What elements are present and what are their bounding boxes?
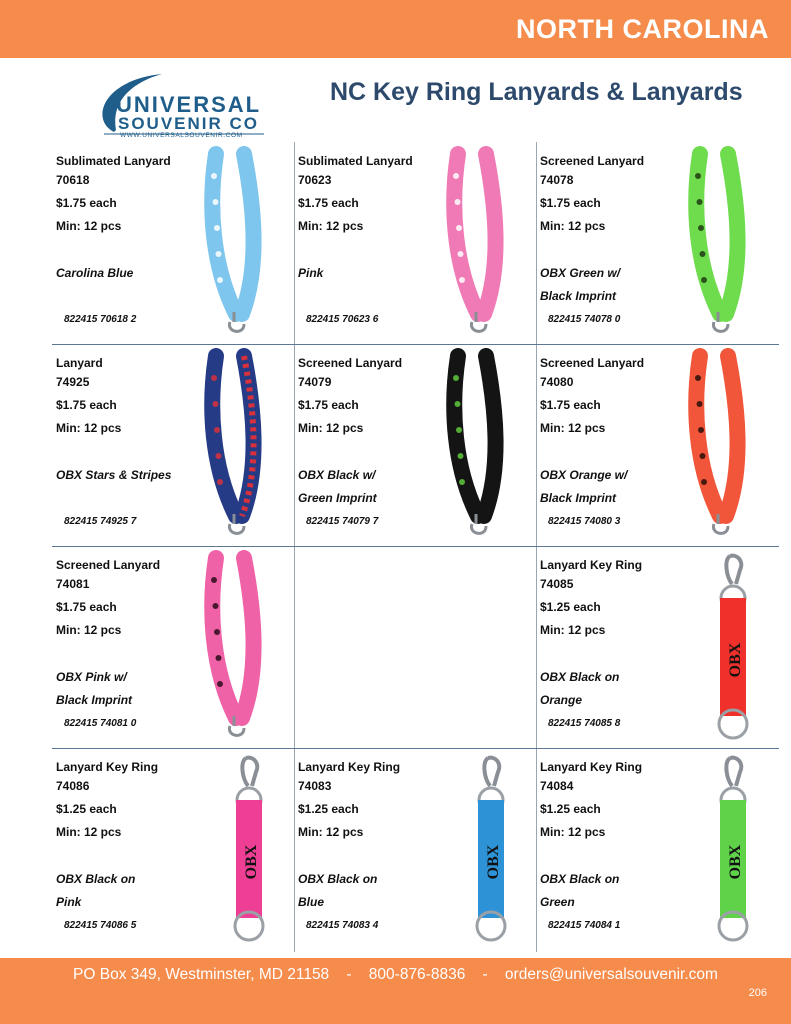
product-minimum: Min: 12 pcs <box>540 219 606 233</box>
product-minimum: Min: 12 pcs <box>56 623 122 637</box>
product-description: Green <box>540 895 575 909</box>
lanyard-print-mark <box>455 401 461 407</box>
clip-hook-icon <box>726 556 741 584</box>
lanyard-strap <box>726 154 738 314</box>
logo-line-2: SOUVENIR CO <box>118 114 260 133</box>
product-price: $1.75 each <box>298 398 359 412</box>
product-price: $1.75 each <box>540 398 601 412</box>
product-description: Blue <box>298 895 325 909</box>
product-description: Black Imprint <box>56 693 133 707</box>
lanyard-print-mark <box>213 199 219 205</box>
product-sku: 74925 <box>56 375 90 389</box>
product-photo <box>440 146 530 341</box>
lanyard-print-mark <box>214 225 220 231</box>
product-description: Black Imprint <box>540 491 617 505</box>
product-price: $1.75 each <box>540 196 601 210</box>
footer-contact: PO Box 349, Westminster, MD 21158 - 800-876-8836 - orders@universalsouvenir.com <box>73 966 718 983</box>
product-upc: 822415 74079 7 <box>306 516 379 527</box>
product-description: OBX Orange w/ <box>540 468 628 482</box>
product-name: Screened Lanyard <box>540 356 645 370</box>
product-upc: 822415 74081 0 <box>64 718 137 729</box>
product-photo <box>682 146 772 341</box>
lanyard-print-mark <box>216 453 222 459</box>
lanyard-print-mark <box>214 427 220 433</box>
product-photo <box>440 348 530 543</box>
product-upc: 822415 70623 6 <box>306 314 379 325</box>
product-photo <box>682 348 772 543</box>
product-sku: 74081 <box>56 577 90 591</box>
product-cell <box>536 344 778 544</box>
product-sku: 74086 <box>56 779 90 793</box>
clip-hook-icon <box>484 758 499 786</box>
product-description: OBX Black on <box>540 872 620 886</box>
lanyard-strap <box>726 356 738 516</box>
product-upc: 822415 74925 7 <box>64 516 137 527</box>
product-minimum: Min: 12 pcs <box>56 825 122 839</box>
clip-hook-icon <box>726 758 741 786</box>
product-description: OBX Black w/ <box>298 468 376 482</box>
lanyard-strap <box>484 356 496 516</box>
product-price: $1.75 each <box>56 196 117 210</box>
lanyard-print-mark <box>217 277 223 283</box>
product-description: Pink <box>298 266 324 280</box>
lanyard-print-mark <box>701 479 707 485</box>
lanyard-print-mark <box>216 251 222 257</box>
product-price: $1.25 each <box>298 802 359 816</box>
logo-url: WWW.UNIVERSALSOUVENIR.COM <box>120 132 243 139</box>
product-photo <box>708 752 758 949</box>
product-image <box>682 146 772 336</box>
lanyard-print-mark <box>211 375 217 381</box>
product-description: Green Imprint <box>298 491 377 505</box>
lanyard-print-mark <box>701 277 707 283</box>
product-name: Lanyard Key Ring <box>56 760 159 774</box>
lanyard-print-mark <box>456 225 462 231</box>
product-description: OBX Black on <box>298 872 378 886</box>
product-sku: 74080 <box>540 375 574 389</box>
lanyard-print-mark <box>217 479 223 485</box>
product-price: $1.75 each <box>56 398 117 412</box>
product-image <box>466 752 516 944</box>
product-minimum: Min: 12 pcs <box>540 825 606 839</box>
product-cell <box>52 344 294 544</box>
clip-hook-icon <box>242 758 257 786</box>
key-ring-imprint: OBX <box>727 642 744 678</box>
lanyard-print-mark <box>458 251 464 257</box>
company-logo <box>84 70 269 140</box>
product-image <box>198 146 288 336</box>
product-minimum: Min: 12 pcs <box>540 421 606 435</box>
key-ring-imprint: OBX <box>485 844 502 880</box>
product-description: Black Imprint <box>540 289 617 303</box>
product-description: Orange <box>540 693 583 707</box>
product-photo <box>198 348 288 543</box>
product-minimum: Min: 12 pcs <box>56 219 122 233</box>
product-image <box>440 146 530 336</box>
product-photo <box>466 752 516 949</box>
product-upc: 822415 70618 2 <box>64 314 137 325</box>
product-upc: 822415 74078 0 <box>548 314 621 325</box>
product-sku: 74079 <box>298 375 332 389</box>
lanyard-print-mark <box>456 427 462 433</box>
product-upc: 822415 74085 8 <box>548 718 621 729</box>
product-name: Lanyard Key Ring <box>298 760 401 774</box>
product-image <box>198 348 288 538</box>
product-sku: 74084 <box>540 779 574 793</box>
product-upc: 822415 74086 5 <box>64 920 137 931</box>
header-bar <box>0 0 791 58</box>
lanyard-print-mark <box>700 251 706 257</box>
product-sku: 70623 <box>298 173 332 187</box>
product-cell <box>294 142 536 342</box>
product-price: $1.25 each <box>540 600 601 614</box>
lanyard-print-mark <box>458 453 464 459</box>
region-title: NORTH CAROLINA <box>516 14 769 44</box>
lanyard-print-mark <box>459 479 465 485</box>
product-minimum: Min: 12 pcs <box>298 421 364 435</box>
product-minimum: Min: 12 pcs <box>540 623 606 637</box>
page-title: NC Key Ring Lanyards & Lanyards <box>330 78 743 106</box>
product-image <box>682 348 772 538</box>
product-photo <box>224 752 274 949</box>
product-name: Screened Lanyard <box>540 154 645 168</box>
lanyard-strap <box>242 558 254 718</box>
product-minimum: Min: 12 pcs <box>56 421 122 435</box>
key-ring-imprint: OBX <box>243 844 260 880</box>
product-description: OBX Black on <box>540 670 620 684</box>
lanyard-print-mark <box>695 375 701 381</box>
product-price: $1.75 each <box>56 600 117 614</box>
key-ring-imprint: OBX <box>727 844 744 880</box>
lanyard-print-mark <box>698 427 704 433</box>
product-name: Lanyard Key Ring <box>540 760 643 774</box>
product-price: $1.25 each <box>56 802 117 816</box>
product-name: Screened Lanyard <box>56 558 161 572</box>
product-cell <box>536 142 778 342</box>
product-image <box>708 752 758 944</box>
product-cell <box>52 748 294 948</box>
product-name: Sublimated Lanyard <box>56 154 171 168</box>
lanyard-strap <box>242 154 254 314</box>
product-cell <box>536 748 778 948</box>
lanyard-print-mark <box>455 199 461 205</box>
product-price: $1.25 each <box>540 802 601 816</box>
product-cell <box>294 748 536 948</box>
lanyard-print-mark <box>217 681 223 687</box>
product-description: OBX Green w/ <box>540 266 621 280</box>
lanyard-print-mark <box>214 629 220 635</box>
product-description: OBX Stars & Stripes <box>56 468 172 482</box>
product-name: Sublimated Lanyard <box>298 154 413 168</box>
product-photo <box>708 550 758 747</box>
lanyard-print-mark <box>697 199 703 205</box>
product-upc: 822415 74084 1 <box>548 920 621 931</box>
product-image <box>224 752 274 944</box>
product-description: Pink <box>56 895 82 909</box>
logo-line-1: UNIVERSAL <box>116 92 262 117</box>
product-photo <box>198 550 288 745</box>
product-minimum: Min: 12 pcs <box>298 825 364 839</box>
product-price: $1.75 each <box>298 196 359 210</box>
lanyard-print-mark <box>213 401 219 407</box>
product-name: Screened Lanyard <box>298 356 403 370</box>
product-name: Lanyard Key Ring <box>540 558 643 572</box>
lanyard-print-mark <box>700 453 706 459</box>
lanyard-print-mark <box>698 225 704 231</box>
lanyard-print-mark <box>211 577 217 583</box>
product-cell <box>52 546 294 746</box>
product-upc: 822415 74080 3 <box>548 516 621 527</box>
product-sku: 74083 <box>298 779 332 793</box>
product-description: OBX Pink w/ <box>56 670 127 684</box>
lanyard-print-mark <box>211 173 217 179</box>
product-name: Lanyard <box>56 356 103 370</box>
product-image <box>708 550 758 742</box>
product-image <box>198 550 288 740</box>
product-grid <box>52 142 779 952</box>
product-image <box>440 348 530 538</box>
lanyard-print-mark <box>459 277 465 283</box>
lanyard-print-mark <box>453 173 459 179</box>
product-sku: 70618 <box>56 173 90 187</box>
lanyard-print-mark <box>453 375 459 381</box>
lanyard-print-mark <box>216 655 222 661</box>
product-cell <box>52 142 294 342</box>
product-description: Carolina Blue <box>56 266 134 280</box>
product-cell <box>536 546 778 746</box>
product-sku: 74085 <box>540 577 574 591</box>
lanyard-strap <box>484 154 496 314</box>
footer-bar <box>0 958 791 1024</box>
lanyard-print-mark <box>695 173 701 179</box>
product-minimum: Min: 12 pcs <box>298 219 364 233</box>
product-upc: 822415 74083 4 <box>306 920 379 931</box>
page-number: 206 <box>748 987 767 999</box>
product-description: OBX Black on <box>56 872 136 886</box>
product-cell <box>294 344 536 544</box>
product-photo <box>198 146 288 341</box>
lanyard-print-mark <box>213 603 219 609</box>
product-sku: 74078 <box>540 173 574 187</box>
lanyard-print-mark <box>697 401 703 407</box>
